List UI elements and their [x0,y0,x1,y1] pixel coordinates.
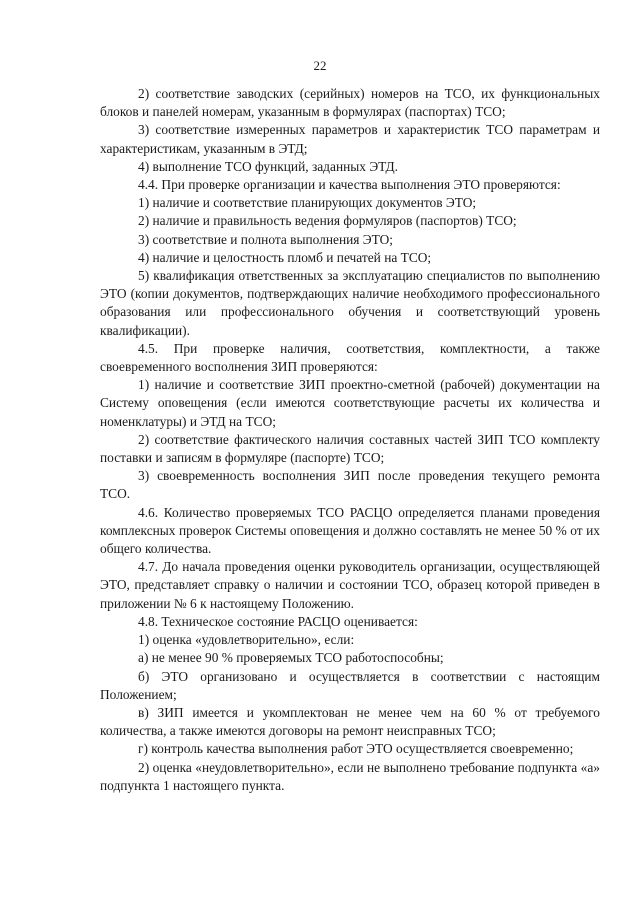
paragraph: 4) выполнение ТСО функций, заданных ЭТД. [138,158,398,174]
paragraph: 2) наличие и правильность ведения формуляров (паспортов) ТСО; [138,213,517,229]
section-4-7: 4.7. До начала проведения оценки руководитель организации, осуществляющей ЭТО, представляет справку о наличии и состоянии ТСО, образец которой приведен в приложении № 6 к настоящему Положению. [100,559,600,611]
paragraph: б) ЭТО организовано и осуществляется в соответствии с настоящим Положением; [100,668,600,702]
section-heading-4-4: 4.4. При проверке организации и качества выполнения ЭТО проверяются: [138,177,561,193]
section-heading-4-5: 4.5. При проверке наличия, соответствия, комплектности, а также своевременного восполнения ЗИП проверяются: [100,340,600,375]
paragraph: 3) соответствие и полнота выполнения ЭТО; [138,231,394,247]
section-heading-4-8: 4.8. Техническое состояние РАСЦО оценивается: [138,613,418,629]
paragraph: г) контроль качества выполнения работ ЭТО осуществляется своевременно; [138,741,574,757]
paragraph: 2) оценка «неудовлетворительно», если не выполнено требование подпункта «а» подпункта 1 настоящего пункта. [100,759,600,793]
paragraph: 3) соответствие измеренных параметров и характеристик ТСО параметрам и характеристикам, указанным в ЭТД; [100,122,600,156]
paragraph: 2) соответствие заводских (серийных) номеров на ТСО, их функциональных блоков и панелей номерам, указанным в формулярах (паспортах) ТСО; [100,86,600,120]
section-4-6: 4.6. Количество проверяемых ТСО РАСЦО определяется планами проведения комплексных проверок Системы оповещения и должно составлять не менее 50 % от их общего количества. [100,504,600,557]
document-body [100,85,600,795]
paragraph: а) не менее 90 % проверяемых ТСО работоспособны; [138,650,444,666]
paragraph: 1) наличие и соответствие планирующих документов ЭТО; [138,195,477,211]
paragraph: 4) наличие и целостность пломб и печатей на ТСО; [138,249,432,265]
paragraph: 1) наличие и соответствие ЗИП проектно-сметной (рабочей) документации на Систему оповещения (если имеются соответствующие расчеты их количества и номенклатуры) и ЭТД на ТСО; [100,377,600,429]
paragraph: 3) своевременность восполнения ЗИП после проведения текущего ремонта ТСО. [100,468,600,502]
paragraph: 5) квалификация ответственных за эксплуатацию специалистов по выполнению ЭТО (копии документов, подтверждающих наличие необходимого профессионального образования или профессионального обучения и соответствующий уровень квалификации). [100,268,600,338]
page-number: 22 [313,58,327,73]
paragraph: 1) оценка «удовлетворительно», если: [138,632,355,648]
paragraph: в) ЗИП имеется и укомплектован не менее чем на 60 % от требуемого количества, а также имеются договоры на ремонт неисправных ТСО; [100,704,600,739]
paragraph: 2) соответствие фактического наличия составных частей ЗИП ТСО комплекту поставки и записям в формуляре (паспорте) ТСО; [100,431,600,466]
